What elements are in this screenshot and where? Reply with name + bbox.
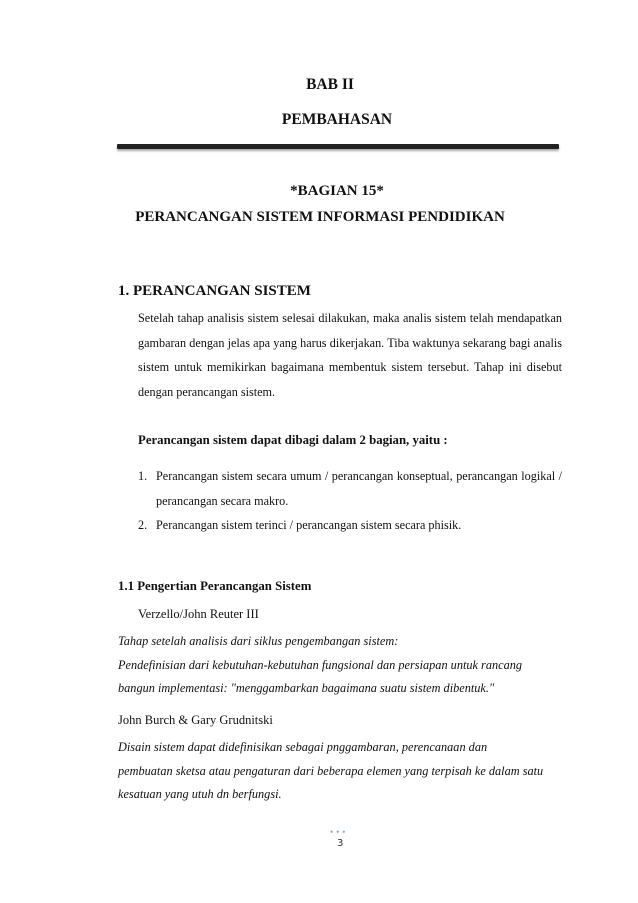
section-subheading: Perancangan sistem dapat dibagi dalam 2 bagian, yaitu : xyxy=(138,433,448,447)
quote-author: Verzello/John Reuter III xyxy=(138,607,259,621)
part-title: PERANCANGAN SISTEM INFORMASI PENDIDIKAN xyxy=(135,209,505,225)
page-number: 3 xyxy=(337,838,344,849)
chapter-number: BAB II xyxy=(306,76,354,93)
quote-line: Pendefinisian dari kebutuhan-kebutuhan fungsional dan persiapan untuk rancang xyxy=(118,657,523,672)
definition-quote xyxy=(118,736,563,807)
list-item-number: 2. xyxy=(138,518,148,532)
chapter-title: PEMBAHASAN xyxy=(281,111,393,128)
footer-dots: ••• xyxy=(330,827,349,837)
list-item-text: Perancangan sistem secara umum / perancangan konseptual, perancangan logikal / perancangan secara makro. xyxy=(156,469,562,508)
quote-line: Tahap setelah analisis dari siklus pengembangan sistem: xyxy=(118,634,399,648)
header-divider xyxy=(117,144,559,149)
section-heading: 1. PERANCANGAN SISTEM xyxy=(118,283,311,299)
quote-line: pembuatan sketsa atau pengaturan dari beberapa elemen yang terpisah ke dalam satu xyxy=(118,763,544,778)
section-paragraph: Setelah tahap analisis sistem selesai dilakukan, maka analis sistem telah mendapatkan gambaran dengan jelas apa yang harus dikerjakan. Tiba waktunya sekarang bagi analis sistem untuk memikirkan bagaimana membentuk sistem tersebut. Tahap ini disebut dengan perancangan sistem. xyxy=(138,311,562,399)
design-parts-list xyxy=(138,464,562,538)
definition-quote xyxy=(118,630,563,701)
list-item xyxy=(138,464,562,513)
quote-line: bangun implementasi: "menggambarkan bagaimana suatu sistem dibentuk." xyxy=(118,681,495,695)
list-item-number: 1. xyxy=(138,469,148,483)
quote-line: Disain sistem dapat didefinisikan sebagai pnggambaran, perencanaan dan xyxy=(118,740,488,754)
subsection-heading: 1.1 Pengertian Perancangan Sistem xyxy=(118,579,312,593)
part-label: *BAGIAN 15* xyxy=(290,183,384,199)
quote-author: John Burch & Gary Grudnitski xyxy=(118,713,273,727)
quote-line: kesatuan yang utuh dn berfungsi. xyxy=(118,787,282,801)
list-item xyxy=(138,513,562,538)
list-item-text: Perancangan sistem terinci / perancangan sistem secara phisik. xyxy=(156,518,462,532)
